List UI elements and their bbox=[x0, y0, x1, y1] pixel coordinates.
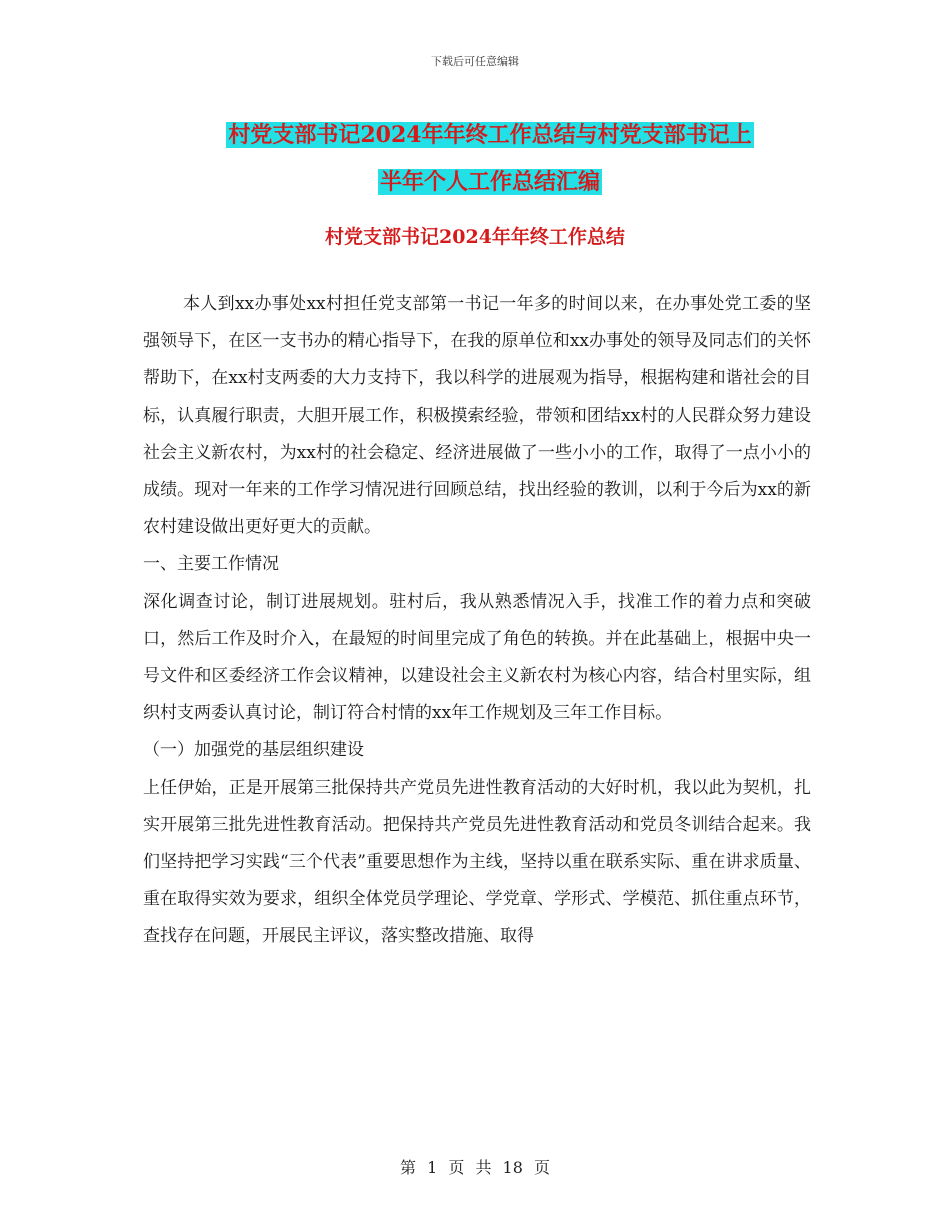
section-title: 村党支部书记2024年年终工作总结 bbox=[325, 226, 625, 248]
paragraph-education: 上任伊始，正是开展第三批保持共产党员先进性教育活动的大好时机，我以此为契机，扎实开展第三批先进性教育活动。把保持共产党员先进性教育活动和党员冬训结合起来。我们坚持把学习实践“三个代表”重要思想作为主线，坚持以重在联系实际、重在讲求质量、重在取得实效为要求，组织全体党员学理论、学党章、学形式、学模范、抓住重点环节，查找存在问题，开展民主评议，落实整改措施、取得 bbox=[143, 777, 811, 947]
title-line-1: 村党支部书记2024年年终工作总结与村党支部书记上 bbox=[228, 122, 752, 148]
document-title bbox=[140, 112, 840, 206]
page-footer: 第 1 页 共 18 页 bbox=[400, 1158, 550, 1177]
header-note: 下载后可任意编辑 bbox=[431, 55, 519, 68]
title-line-2: 半年个人工作总结汇编 bbox=[379, 169, 600, 195]
document-body bbox=[143, 286, 811, 956]
paragraph-planning: 深化调查讨论，制订进展规划。驻村后，我从熟悉情况入手，找准工作的着力点和突破口，然后工作及时介入，在最短的时间里完成了角色的转换。并在此基础上，根据中央一号文件和区委经济工作会议精神，以建设社会主义新农村为核心内容，结合村里实际，组织村支两委认真讨论，制订符合村情的xx年工作规划及三年工作目标。 bbox=[143, 591, 811, 724]
heading-main-work: 一、主要工作情况 bbox=[143, 554, 279, 575]
paragraph-intro: 本人到xx办事处xx村担任党支部第一书记一年多的时间以来，在办事处党工委的坚强领导下，在区一支书办的精心指导下，在我的原单位和xx办事处的领导及同志们的关怀帮助下，在xx村支两委的大力支持下，我以科学的进展观为指导，根据构建和谐社会的目标，认真履行职责，大胆开展工作，积极摸索经验，带领和团结xx村的人民群众努力建设社会主义新农村，为xx村的社会稳定、经济进展做了一些小小的工作，取得了一点小小的成绩。现对一年来的工作学习情况进行回顾总结，找出经验的教训，以利于今后为xx的新农村建设做出更好更大的贡献。 bbox=[143, 294, 811, 538]
heading-party-building: （一）加强党的基层组织建设 bbox=[143, 740, 364, 761]
